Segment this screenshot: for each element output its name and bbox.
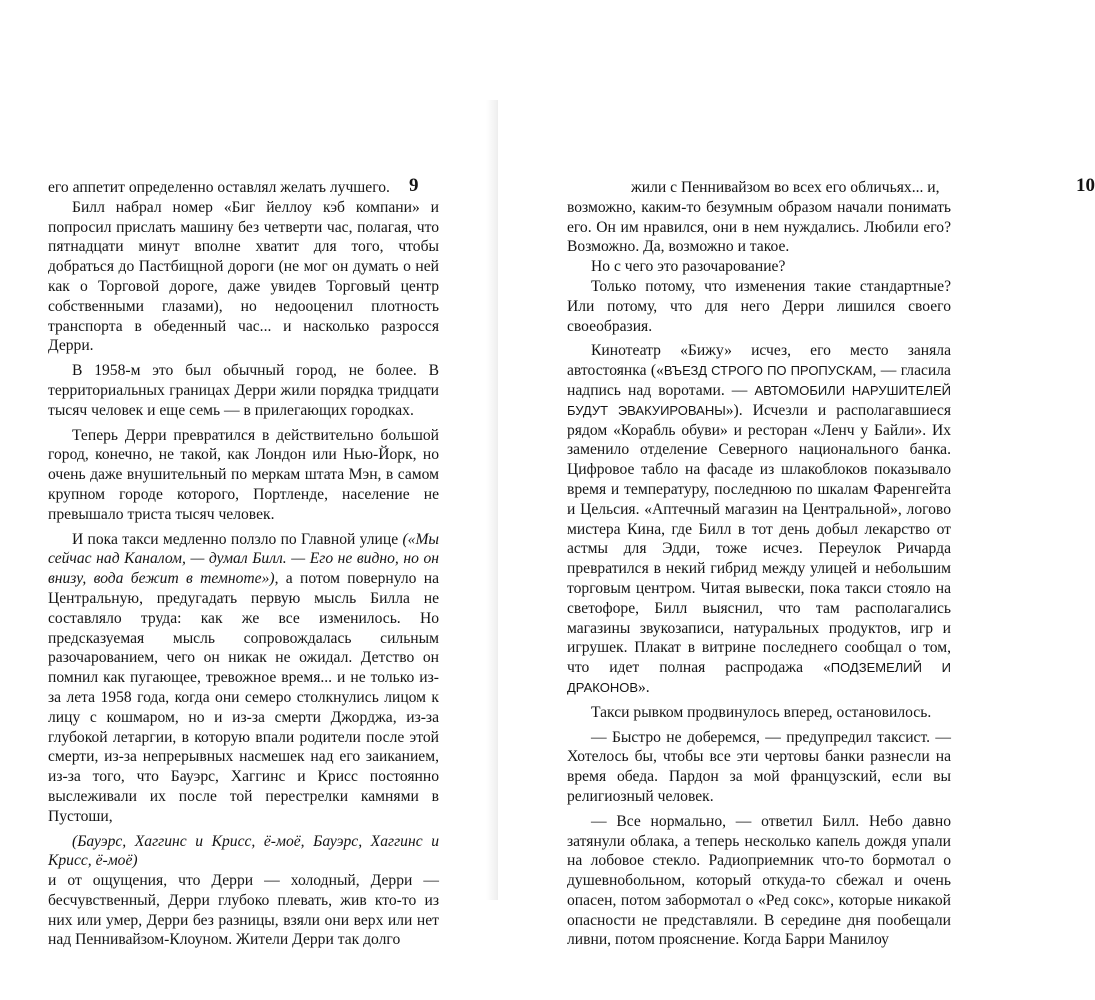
page-number: 10 [1076,175,1095,196]
italic-thought-text: (Бауэрс, Хаггинс и Крисс, ё-моё, Бауэрс, Хаггинс и Крисс, ё-моё) [48,832,439,870]
text-run: ». [638,678,650,696]
right-body-text [567,178,951,950]
text-run: , — гласила надпись над воротами. — [567,362,951,399]
paragraph: возможно, каким-то безумным образом начали понимать его. Он им нравился, они в нем нуждались. Любили его? Возможно. Да, возможно и такое. [567,198,951,256]
text-run: И пока такси медленно ползло по Главной улице [72,530,399,548]
paragraph: его аппетит определенно оставлял желать лучшего. [48,179,390,196]
paragraph [567,341,951,697]
text-run: , а потом повернуло на Центральную, предугадать первую мысль Билла не составляло труда: как же все изменилось. Но предсказуемая мысль сопровождалась сильным разочарованием, чего он никак не ожидал. Детство он помнил как пугающее, тревожное время... и не только из-за лета 1958 года, когда они семеро столкнулись лицом к лицу с кошмаром, но и из-за смерти Джорджа, из-за глубокой летаргии, в которую впали родители после этой смерти, из-за непрерывных насмешек над его заиканием, из-за того, что Бауэрс, Хаггинс и Крисс постоянно выслеживали их после той перестрелки камнями в Пустоши, [48,570,439,825]
paragraph: Такси рывком продвинулось вперед, остановилось. [591,703,932,721]
text-run: »). Исчезли и располагавшиеся рядом «Корабль обуви» и ресторан «Ленч у Байли». Их заменило отделение Северного национального банка. Цифровое табло на фасаде из шлакоблоков показывало время и температуру, последнюю по шкалам Фаренгейта и Цельсия. «Аптечный магазин на Центральной», логово мистера Кина, где Билл в тот день добыл лекарство от астмы для Эдди, тоже исчез. Переулок Ричарда превратился в некий гибрид между улицей и небольшим торговым центром. Читая вывески, пока такси стояло на светофоре, Билл выяснил, что там располагались магазины звукозаписи, натуральных продуктов, игр и игрушек. Плакат в витрине последнего сообщал о том, что идет полная распродажа « [567,401,951,677]
paragraph [48,530,439,827]
paragraph-first-line: жили с Пеннивайзом во всех его обличьях... и, [631,179,940,196]
italic-thought: («Мы сейчас над Каналом, — думал Билл. — Его не видно, но он внизу, вода бежит в темноте») [48,530,439,588]
paragraph: Билл набрал номер «Биг йеллоу кэб компани» и попросил прислать машину без четверти час, полагая, что пятнадцати минут вполне хватит для того, чтобы добраться до Пастбищной дороги (не мог он думать о ней как о Торговой дороге, даже увидев Торговый центр собственными глазами), но недооценил плотность транспорта в обеденный час... и насколько разросся Дерри. [48,198,439,355]
paragraph: — Все нормально, — ответил Билл. Небо давно затянули облака, а теперь несколько капель дождя упали на лобовое стекло. Радиоприемник что-то бормотал о душевнобольном, который откуда-то сбежал и очень опасен, потом забормотал о «Ред сокс», которые никакой опасности не представляли. В середине дня пообещали ливни, потом прояснение. Когда Барри Манилоу [567,812,951,949]
sign-text: ВЪЕЗД СТРОГО ПО ПРОПУСКАМ [663,363,873,379]
italic-thought [48,832,439,872]
text-run: Кинотеатр «Бижу» исчез, его место заняла автостоянка (« [567,342,951,380]
paragraph: и от ощущения, что Дерри — холодный, Дерри — бесчувственный, Дерри глубоко плевать, жив кто-то из них или умер, Дерри без разницы, взяли они верх или нет над Пеннивайзом-Клоуном. Жители Дерри так долго [48,872,439,949]
sign-text: ПОДЗЕМЕЛИЙ И ДРАКОНОВ [567,660,952,695]
paragraph: — Быстро не доберемся, — предупредил таксист. — Хотелось бы, чтобы все эти чертовы банки разнесли на время обеда. Пардон за мой французский, если вы религиозный человек. [567,728,951,805]
page-number: 9 [409,175,419,196]
paragraph: В 1958-м это был обычный город, не более. В территориальных границах Дерри жили порядка тридцати тысяч человек и еще семь — в прилегающих городках. [48,362,439,419]
left-page [0,0,498,1000]
paragraph: Теперь Дерри превратился в действительно большой город, конечно, не такой, как Лондон или Нью-Йорк, но очень даже внушительный по меркам штата Мэн, в самом крупном городе которого, Портленде, население не превышало триста тысяч человек. [48,426,439,523]
paragraph: Только потому, что изменения такие стандартные? Или потому, что для него Дерри лишился своего своеобразия. [567,277,951,335]
sign-text: АВТОМОБИЛИ НАРУШИТЕЛЕЙ БУДУТ ЭВАКУИРОВАНЫ [567,382,951,418]
left-body-text [48,178,439,950]
paragraph: Но с чего это разочарование? [591,258,786,276]
